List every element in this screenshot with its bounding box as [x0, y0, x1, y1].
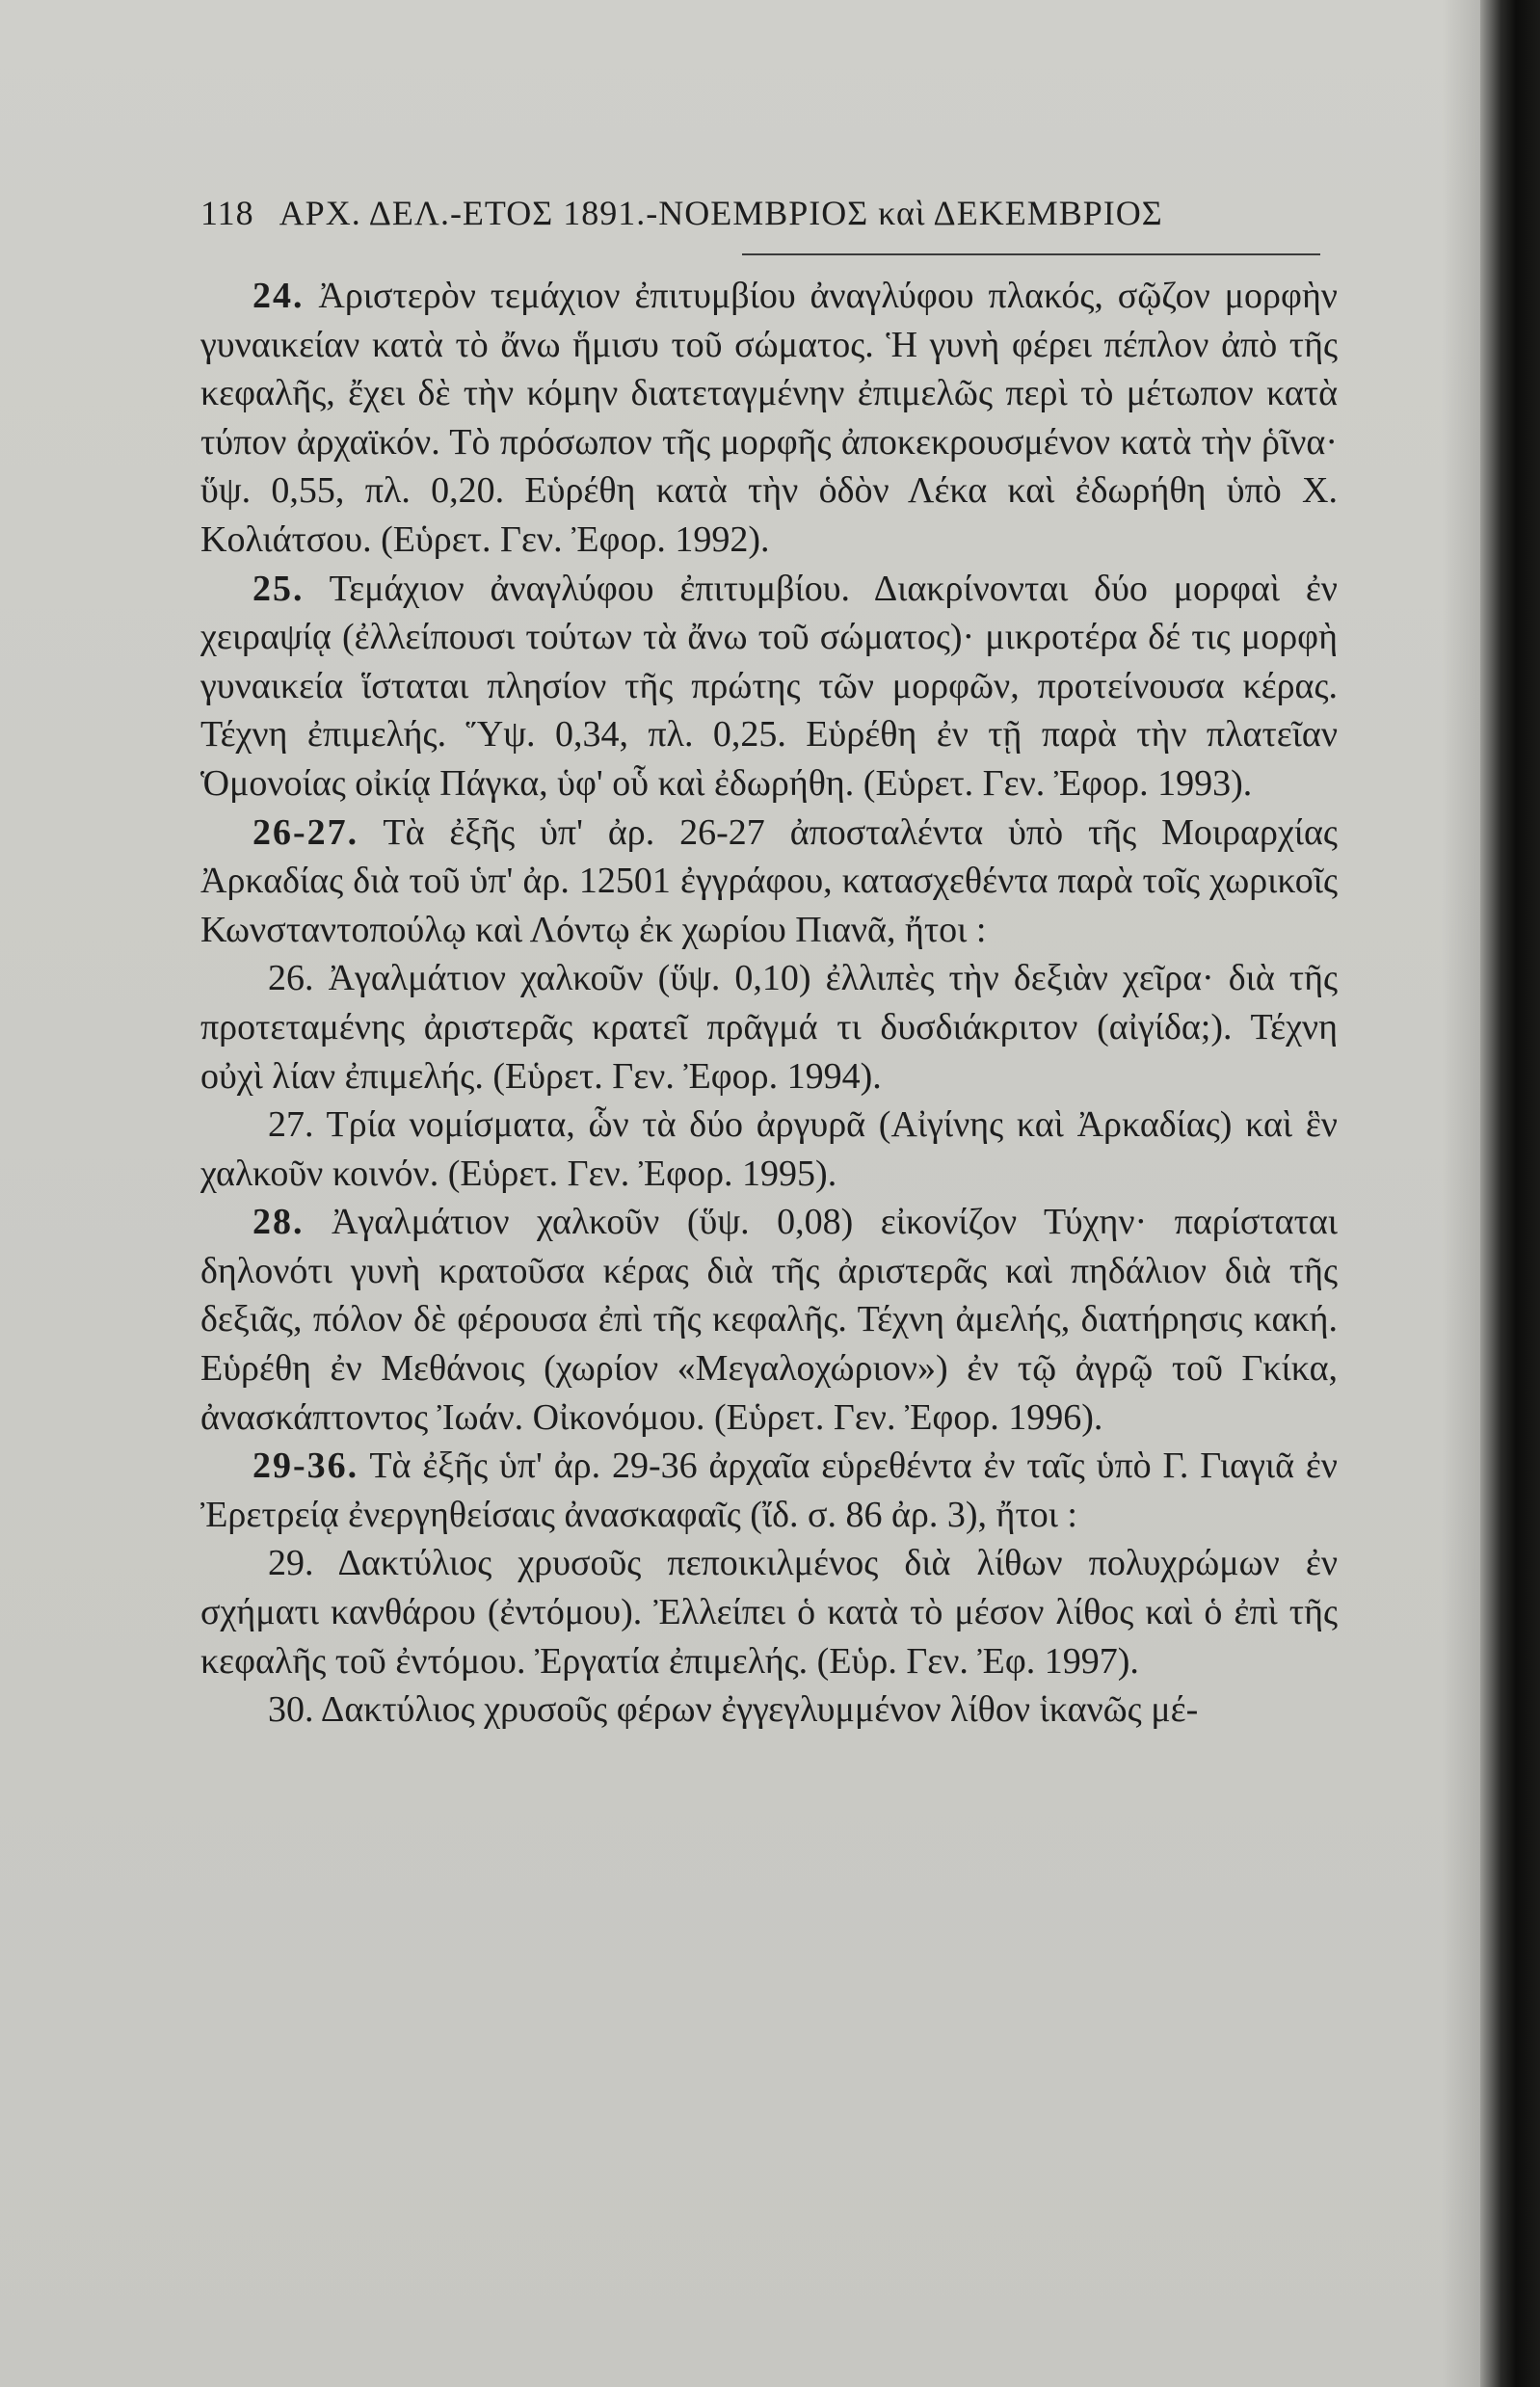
entry-29-36: [200, 1442, 1338, 1539]
running-title: ΑΡΧ. ΔΕΛ.-ΕΤΟΣ 1891.-ΝΟΕΜΒΡΙΟΣ καὶ ΔΕΚΕΜΒΡΙΟΣ: [279, 194, 1163, 232]
entry-text: Ἀριστερὸν τεμάχιον ἐπιτυμβίου ἀναγλύφου πλακός, σῷζον μορφὴν γυναικείαν κατὰ τὸ ἄνω ἥμισυ τοῦ σώματος. Ἡ γυνὴ φέρει πέπλον ἀπὸ τῆς κεφαλῆς, ἔχει δὲ τὴν κόμην διατεταγμένην ἐπιμελῶς περὶ τὸ μέτωπον κατὰ τύπον ἀρχαϊκόν. Τὸ πρόσωπον τῆς μορφῆς ἀποκεκρουσμένον κατὰ τὴν ῥῖνα· ὕψ. 0,55, πλ. 0,20. Εὑρέθη κατὰ τὴν ὁδὸν Λέκα καὶ ἐδωρήθη ὑπὸ Χ. Κολιάτσου. (Εὑρετ. Γεν. Ἐφορ. 1992).: [200, 276, 1338, 560]
body-text: [200, 272, 1338, 1735]
entry-26-27: [200, 809, 1338, 955]
entry-number: 26-27.: [252, 811, 359, 853]
running-header: [200, 193, 1309, 251]
subitem-number: 27.: [268, 1104, 314, 1146]
entry-28: [200, 1198, 1338, 1442]
entry-text: Τὰ ἐξῆς ὑπ' ἀρ. 26-27 ἀποσταλέντα ὑπὸ τῆς Μοιραρχίας Ἀρκαδίας διὰ τοῦ ὑπ' ἀρ. 12501 ἐγγράφου, κατασχεθέντα παρὰ τοῖς χωρικοῖς Κωνσταντοπούλῳ καὶ Λόντῳ ἐκ χωρίου Πιανᾶ, ἤτοι :: [200, 811, 1338, 950]
book-binding-edge: [1480, 0, 1540, 2387]
entry-text: Ἀγαλμάτιον χαλκοῦν (ὕψ. 0,08) εἰκονίζον Τύχην· παρίσταται δηλονότι γυνὴ κρατοῦσα κέρας διὰ τῆς ἀριστερᾶς καὶ πηδάλιον διὰ τῆς δεξιᾶς, πόλον δὲ φέρουσα ἐπὶ τῆς κεφαλῆς. Τέχνη ἀμελής, διατήρησις κακή. Εὑρέθη ἐν Μεθάνοις (χωρίον «Μεγαλοχώριον») ἐν τῷ ἀγρῷ τοῦ Γκίκα, ἀνασκάπτοντος Ἰωάν. Οἰκονόμου. (Εὑρετ. Γεν. Ἐφορ. 1996).: [200, 1202, 1338, 1438]
entry-number: 29-36.: [252, 1445, 359, 1487]
entry-number: 25.: [252, 568, 305, 609]
subitem-26: [200, 954, 1338, 1101]
subitem-text: Δακτύλιος χρυσοῦς πεποικιλμένος διὰ λίθων πολυχρώμων ἐν σχήματι κανθάρου (ἐντόμου). Ἐλλείπει ὁ κατὰ τὸ μέσον λίθος καὶ ὁ ἐπὶ τῆς κεφαλῆς τοῦ ἐντόμου. Ἐργατία ἐπιμελής. (Εὑρ. Γεν. Ἐφ. 1997).: [200, 1543, 1339, 1682]
entry-text: Τεμάχιον ἀναγλύφου ἐπιτυμβίου. Διακρίνονται δύο μορφαὶ ἐν χειραψίᾳ (ἐλλείπουσι τούτων τὰ ἄνω τοῦ σώματος)· μικροτέρα δέ τις μορφὴ γυναικεία ἵσταται πλησίον τῆς πρώτης τῶν μορφῶν, προτείνουσα κέρας. Τέχνη ἐπιμελής. Ὕψ. 0,34, πλ. 0,25. Εὑρέθη ἐν τῇ παρὰ τὴν πλατεῖαν Ὁμονοίας οἰκίᾳ Πάγκα, ὑφ' οὗ καὶ ἐδωρήθη. (Εὑρετ. Γεν. Ἐφορ. 1993).: [200, 568, 1338, 804]
subitem-number: 29.: [268, 1543, 314, 1584]
subitem-text: Τρία νομίσματα, ὧν τὰ δύο ἀργυρᾶ (Αἰγίνης καὶ Ἀρκαδίας) καὶ ἓν χαλκοῦν κοινόν. (Εὑρετ. Γεν. Ἐφορ. 1995).: [200, 1104, 1338, 1194]
header-rule: [742, 253, 1320, 255]
binding-shadow: [1442, 0, 1480, 2387]
subitem-number: 26.: [268, 958, 314, 999]
subitem-text: Ἀγαλμάτιον χαλκοῦν (ὕψ. 0,10) ἐλλιπὲς τὴν δεξιὰν χεῖρα· διὰ τῆς προτεταμένης ἀριστερᾶς κρατεῖ πρᾶγμά τι δυσδιάκριτον (αἰγίδα;). Τέχνη οὐχὶ λίαν ἐπιμελής. (Εὑρετ. Γεν. Ἐφορ. 1994).: [200, 958, 1339, 1097]
entry-24: [200, 272, 1338, 565]
entry-number: 28.: [252, 1202, 305, 1243]
page-number: 118: [200, 194, 254, 232]
subitem-29: [200, 1539, 1338, 1685]
entry-25: [200, 565, 1338, 809]
subitem-30: [200, 1685, 1338, 1735]
subitem-27: [200, 1101, 1338, 1198]
entry-number: 24.: [252, 276, 305, 316]
subitem-text: Δακτύλιος χρυσοῦς φέρων ἐγγεγλυμμένον λίθον ἱκανῶς μέ-: [320, 1689, 1199, 1731]
subitem-number: 30.: [268, 1689, 314, 1731]
entry-text: Τὰ ἐξῆς ὑπ' ἀρ. 29-36 ἀρχαῖα εὑρεθέντα ἐν ταῖς ὑπὸ Γ. Γιαγιᾶ ἐν Ἐρετρείᾳ ἐνεργηθείσαις ἀνασκαφαῖς (ἴδ. σ. 86 ἀρ. 3), ἤτοι :: [200, 1445, 1338, 1535]
